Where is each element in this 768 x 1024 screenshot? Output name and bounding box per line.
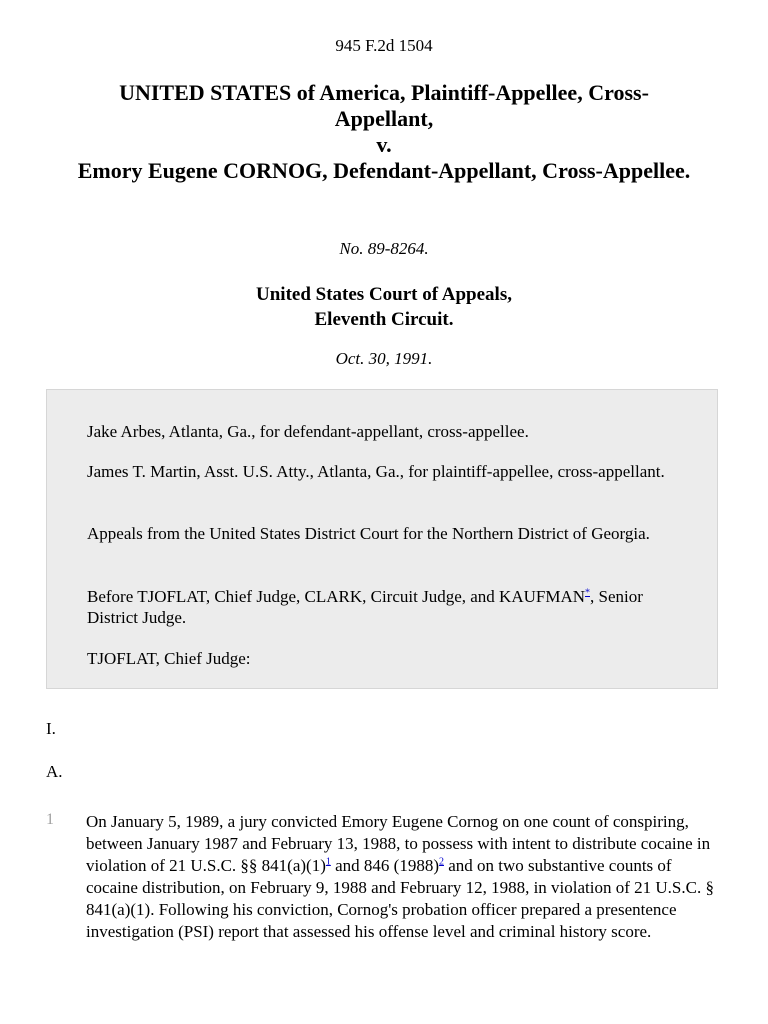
- footnote-1-link[interactable]: 1: [325, 856, 331, 868]
- case-number: No. 89-8264.: [339, 239, 429, 258]
- paragraph-text: [86, 811, 726, 943]
- caption-versus: v.: [376, 132, 392, 157]
- counsel-panel: [46, 389, 718, 689]
- case-citation: 945 F.2d 1504: [335, 36, 433, 55]
- paragraph-text-part-3: and on two substantive counts of cocaine distribution, on February 9, 1988 and February 12, 1988, in violation of 21 U.S.C. § 841(a)(1). Following his conviction, Cornog's probation officer prepared a presentence investigation (PSI) report that assessed his offense level and criminal history score.: [86, 856, 714, 941]
- opinion-author: TJOFLAT, Chief Judge:: [87, 649, 251, 668]
- section-heading-roman: I.: [46, 719, 56, 738]
- footnote-2-link[interactable]: 2: [438, 856, 444, 868]
- footnote-star-link[interactable]: *: [585, 587, 590, 599]
- judicial-panel: [87, 586, 687, 628]
- paragraph-number: 1: [46, 811, 54, 828]
- judicial-panel-text: Before TJOFLAT, Chief Judge, CLARK, Circuit Judge, and KAUFMAN: [87, 587, 585, 606]
- decision-date: Oct. 30, 1991.: [335, 349, 433, 368]
- court-name-line-2: Eleventh Circuit.: [314, 309, 454, 330]
- judicial-panel-suffix: , Senior District Judge.: [87, 587, 643, 627]
- prosecution-counsel: James T. Martin, Asst. U.S. Atty., Atlanta, Ga., for plaintiff-appellee, cross-appellant.: [87, 462, 665, 481]
- appeal-source: Appeals from the United States District Court for the Northern District of Georgia.: [87, 524, 650, 543]
- paragraph-text-part-1: On January 5, 1989, a jury convicted Emory Eugene Cornog on one count of conspiring, between January 1987 and February 13, 1988, to possess with intent to distribute cocaine in violation of 21 U.S.C. §§ 841(a)(1): [86, 812, 711, 875]
- court-name: [0, 282, 768, 332]
- case-caption: [70, 80, 698, 184]
- defense-counsel: Jake Arbes, Atlanta, Ga., for defendant-appellant, cross-appellee.: [87, 422, 529, 441]
- paragraph-text-part-2: and 846 (1988): [330, 856, 439, 875]
- court-name-line-1: United States Court of Appeals,: [256, 284, 512, 305]
- caption-plaintiff: UNITED STATES of America, Plaintiff-Appellee, Cross-Appellant,: [119, 80, 649, 131]
- section-heading-alpha: A.: [46, 762, 63, 781]
- caption-defendant: Emory Eugene CORNOG, Defendant-Appellant, Cross-Appellee.: [77, 158, 691, 183]
